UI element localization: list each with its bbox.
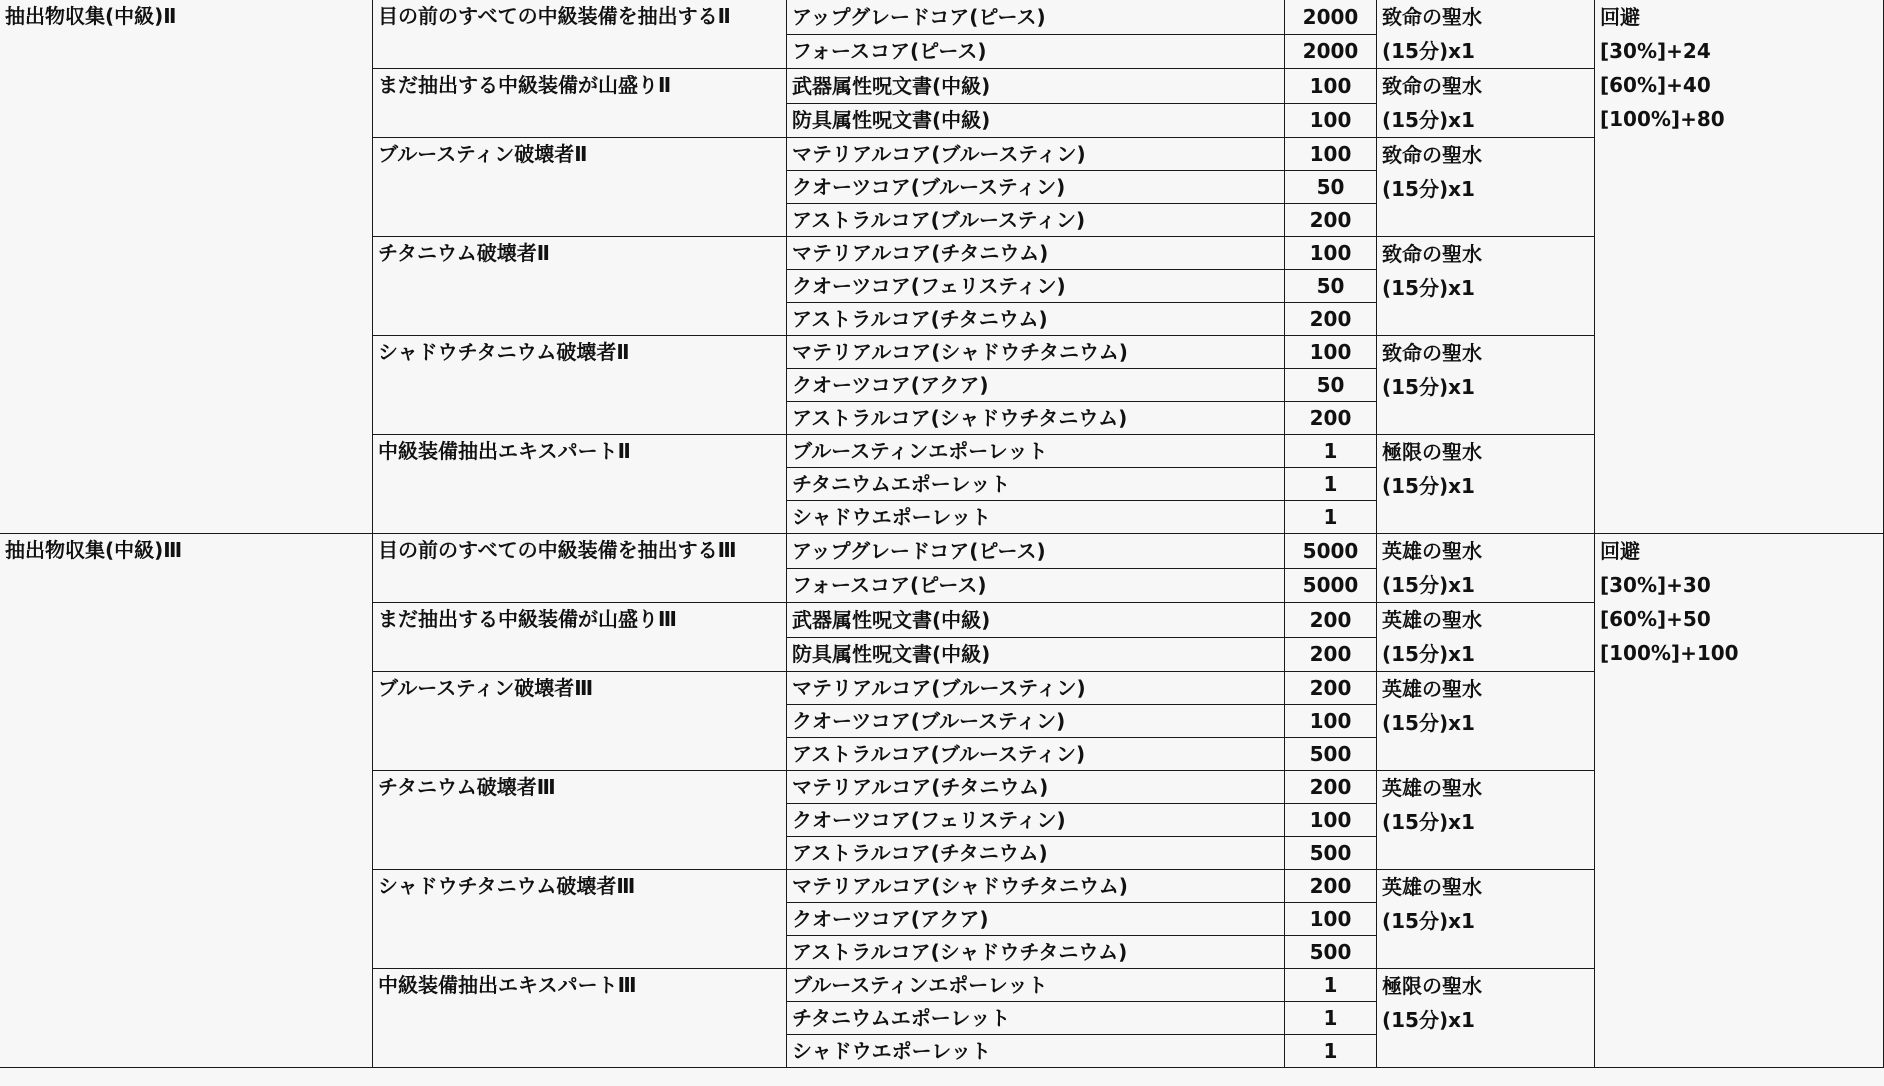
item-qty-cell: 50 <box>1285 171 1377 204</box>
item-qty-cell: 500 <box>1285 936 1377 969</box>
item-qty-cell: 200 <box>1285 402 1377 435</box>
quest-name-cell: 中級装備抽出エキスパートⅡ <box>373 435 787 534</box>
item-name-cell: マテリアルコア(シャドウチタニウム) <box>787 870 1285 903</box>
reward-line: (15分)x1 <box>1382 1008 1475 1032</box>
item-name-cell: 防具属性呪文書(中級) <box>787 637 1285 672</box>
quest-name-cell: ブルースティン破壊者Ⅱ <box>373 138 787 237</box>
item-name-cell: アストラルコア(シャドウチタニウム) <box>787 402 1285 435</box>
item-qty-cell: 500 <box>1285 738 1377 771</box>
reward-line: 英雄の聖水 <box>1382 776 1482 800</box>
bonus-cell <box>1595 534 1884 1068</box>
item-qty-cell: 100 <box>1285 804 1377 837</box>
bonus-line: [100%]+100 <box>1600 641 1739 665</box>
item-name-cell: シャドウエポーレット <box>787 501 1285 534</box>
item-qty-cell: 1 <box>1285 1002 1377 1035</box>
reward-line: 致命の聖水 <box>1382 242 1482 266</box>
reward-cell <box>1377 534 1595 603</box>
group-name-cell: 抽出物収集(中級)Ⅱ <box>0 0 373 534</box>
reward-line: (15分)x1 <box>1382 276 1475 300</box>
reward-line: 英雄の聖水 <box>1382 875 1482 899</box>
item-name-cell: クオーツコア(フェリスティン) <box>787 804 1285 837</box>
item-qty-cell: 100 <box>1285 336 1377 369</box>
quest-name-cell: ブルースティン破壊者Ⅲ <box>373 672 787 771</box>
item-name-cell: マテリアルコア(チタニウム) <box>787 771 1285 804</box>
bonus-line: [30%]+24 <box>1600 39 1711 63</box>
item-qty-cell: 100 <box>1285 138 1377 171</box>
quest-name-cell: チタニウム破壊者Ⅱ <box>373 237 787 336</box>
bonus-line: [60%]+40 <box>1600 73 1711 97</box>
item-qty-cell: 5000 <box>1285 568 1377 603</box>
item-name-cell: ブルースティンエポーレット <box>787 435 1285 468</box>
item-qty-cell: 100 <box>1285 903 1377 936</box>
item-qty-cell: 200 <box>1285 603 1377 638</box>
item-name-cell: クオーツコア(ブルースティン) <box>787 171 1285 204</box>
item-name-cell: チタニウムエポーレット <box>787 1002 1285 1035</box>
item-qty-cell: 1 <box>1285 969 1377 1002</box>
quest-name-cell: チタニウム破壊者Ⅲ <box>373 771 787 870</box>
reward-line: (15分)x1 <box>1382 711 1475 735</box>
reward-cell <box>1377 870 1595 969</box>
item-qty-cell: 5000 <box>1285 534 1377 569</box>
bonus-line: [100%]+80 <box>1600 107 1725 131</box>
item-name-cell: アップグレードコア(ピース) <box>787 0 1285 34</box>
item-qty-cell: 200 <box>1285 303 1377 336</box>
item-qty-cell: 50 <box>1285 369 1377 402</box>
reward-line: 英雄の聖水 <box>1382 677 1482 701</box>
item-name-cell: アストラルコア(ブルースティン) <box>787 738 1285 771</box>
item-qty-cell: 2000 <box>1285 0 1377 34</box>
item-name-cell: クオーツコア(ブルースティン) <box>787 705 1285 738</box>
reward-line: (15分)x1 <box>1382 810 1475 834</box>
reward-cell <box>1377 435 1595 534</box>
reward-line: 極限の聖水 <box>1382 974 1482 998</box>
quest-name-cell: 中級装備抽出エキスパートⅢ <box>373 969 787 1068</box>
quest-name-cell: 目の前のすべての中級装備を抽出するⅡ <box>373 0 787 69</box>
item-name-cell: フォースコア(ピース) <box>787 568 1285 603</box>
quest-name-cell: まだ抽出する中級装備が山盛りⅢ <box>373 603 787 672</box>
item-name-cell: アストラルコア(チタニウム) <box>787 837 1285 870</box>
item-qty-cell: 200 <box>1285 870 1377 903</box>
item-name-cell: 武器属性呪文書(中級) <box>787 603 1285 638</box>
item-name-cell: クオーツコア(アクア) <box>787 903 1285 936</box>
reward-line: (15分)x1 <box>1382 375 1475 399</box>
reward-cell <box>1377 969 1595 1068</box>
reward-cell <box>1377 138 1595 237</box>
quest-name-cell: シャドウチタニウム破壊者Ⅱ <box>373 336 787 435</box>
reward-cell <box>1377 672 1595 771</box>
item-name-cell: フォースコア(ピース) <box>787 34 1285 69</box>
item-qty-cell: 100 <box>1285 69 1377 104</box>
reward-line: 致命の聖水 <box>1382 5 1482 29</box>
item-qty-cell: 100 <box>1285 103 1377 138</box>
item-qty-cell: 200 <box>1285 771 1377 804</box>
item-name-cell: 防具属性呪文書(中級) <box>787 103 1285 138</box>
reward-line: (15分)x1 <box>1382 177 1475 201</box>
reward-line: (15分)x1 <box>1382 39 1475 63</box>
item-qty-cell: 2000 <box>1285 34 1377 69</box>
bonus-line: 回避 <box>1600 539 1640 563</box>
item-qty-cell: 100 <box>1285 237 1377 270</box>
reward-cell <box>1377 0 1595 69</box>
table-row <box>0 0 1884 34</box>
item-name-cell: アップグレードコア(ピース) <box>787 534 1285 569</box>
item-name-cell: シャドウエポーレット <box>787 1035 1285 1068</box>
reward-line: 英雄の聖水 <box>1382 608 1482 632</box>
item-name-cell: アストラルコア(シャドウチタニウム) <box>787 936 1285 969</box>
reward-cell <box>1377 603 1595 672</box>
reward-line: (15分)x1 <box>1382 474 1475 498</box>
reward-line: (15分)x1 <box>1382 642 1475 666</box>
reward-line: 致命の聖水 <box>1382 341 1482 365</box>
item-name-cell: チタニウムエポーレット <box>787 468 1285 501</box>
item-name-cell: 武器属性呪文書(中級) <box>787 69 1285 104</box>
reward-cell <box>1377 771 1595 870</box>
bonus-cell <box>1595 0 1884 534</box>
reward-line: 致命の聖水 <box>1382 143 1482 167</box>
bonus-line: 回避 <box>1600 5 1640 29</box>
bonus-line: [30%]+30 <box>1600 573 1711 597</box>
item-qty-cell: 1 <box>1285 468 1377 501</box>
reward-cell <box>1377 336 1595 435</box>
reward-line: (15分)x1 <box>1382 573 1475 597</box>
reward-line: (15分)x1 <box>1382 909 1475 933</box>
reward-line: 極限の聖水 <box>1382 440 1482 464</box>
item-name-cell: マテリアルコア(ブルースティン) <box>787 672 1285 705</box>
quest-name-cell: 目の前のすべての中級装備を抽出するⅢ <box>373 534 787 603</box>
reward-cell <box>1377 237 1595 336</box>
group-name-cell: 抽出物収集(中級)Ⅲ <box>0 534 373 1068</box>
table-row <box>0 534 1884 569</box>
item-name-cell: アストラルコア(ブルースティン) <box>787 204 1285 237</box>
quest-name-cell: まだ抽出する中級装備が山盛りⅡ <box>373 69 787 138</box>
item-qty-cell: 200 <box>1285 204 1377 237</box>
reward-line: (15分)x1 <box>1382 108 1475 132</box>
item-name-cell: マテリアルコア(ブルースティン) <box>787 138 1285 171</box>
item-qty-cell: 1 <box>1285 1035 1377 1068</box>
bonus-line: [60%]+50 <box>1600 607 1711 631</box>
item-name-cell: クオーツコア(アクア) <box>787 369 1285 402</box>
item-name-cell: クオーツコア(フェリスティン) <box>787 270 1285 303</box>
reward-line: 致命の聖水 <box>1382 74 1482 98</box>
quest-name-cell: シャドウチタニウム破壊者Ⅲ <box>373 870 787 969</box>
item-qty-cell: 1 <box>1285 435 1377 468</box>
item-qty-cell: 200 <box>1285 672 1377 705</box>
item-name-cell: アストラルコア(チタニウム) <box>787 303 1285 336</box>
item-qty-cell: 500 <box>1285 837 1377 870</box>
reward-cell <box>1377 69 1595 138</box>
item-qty-cell: 1 <box>1285 501 1377 534</box>
item-qty-cell: 50 <box>1285 270 1377 303</box>
item-qty-cell: 200 <box>1285 637 1377 672</box>
reward-line: 英雄の聖水 <box>1382 539 1482 563</box>
item-name-cell: マテリアルコア(シャドウチタニウム) <box>787 336 1285 369</box>
item-name-cell: ブルースティンエポーレット <box>787 969 1285 1002</box>
item-name-cell: マテリアルコア(チタニウム) <box>787 237 1285 270</box>
item-qty-cell: 100 <box>1285 705 1377 738</box>
